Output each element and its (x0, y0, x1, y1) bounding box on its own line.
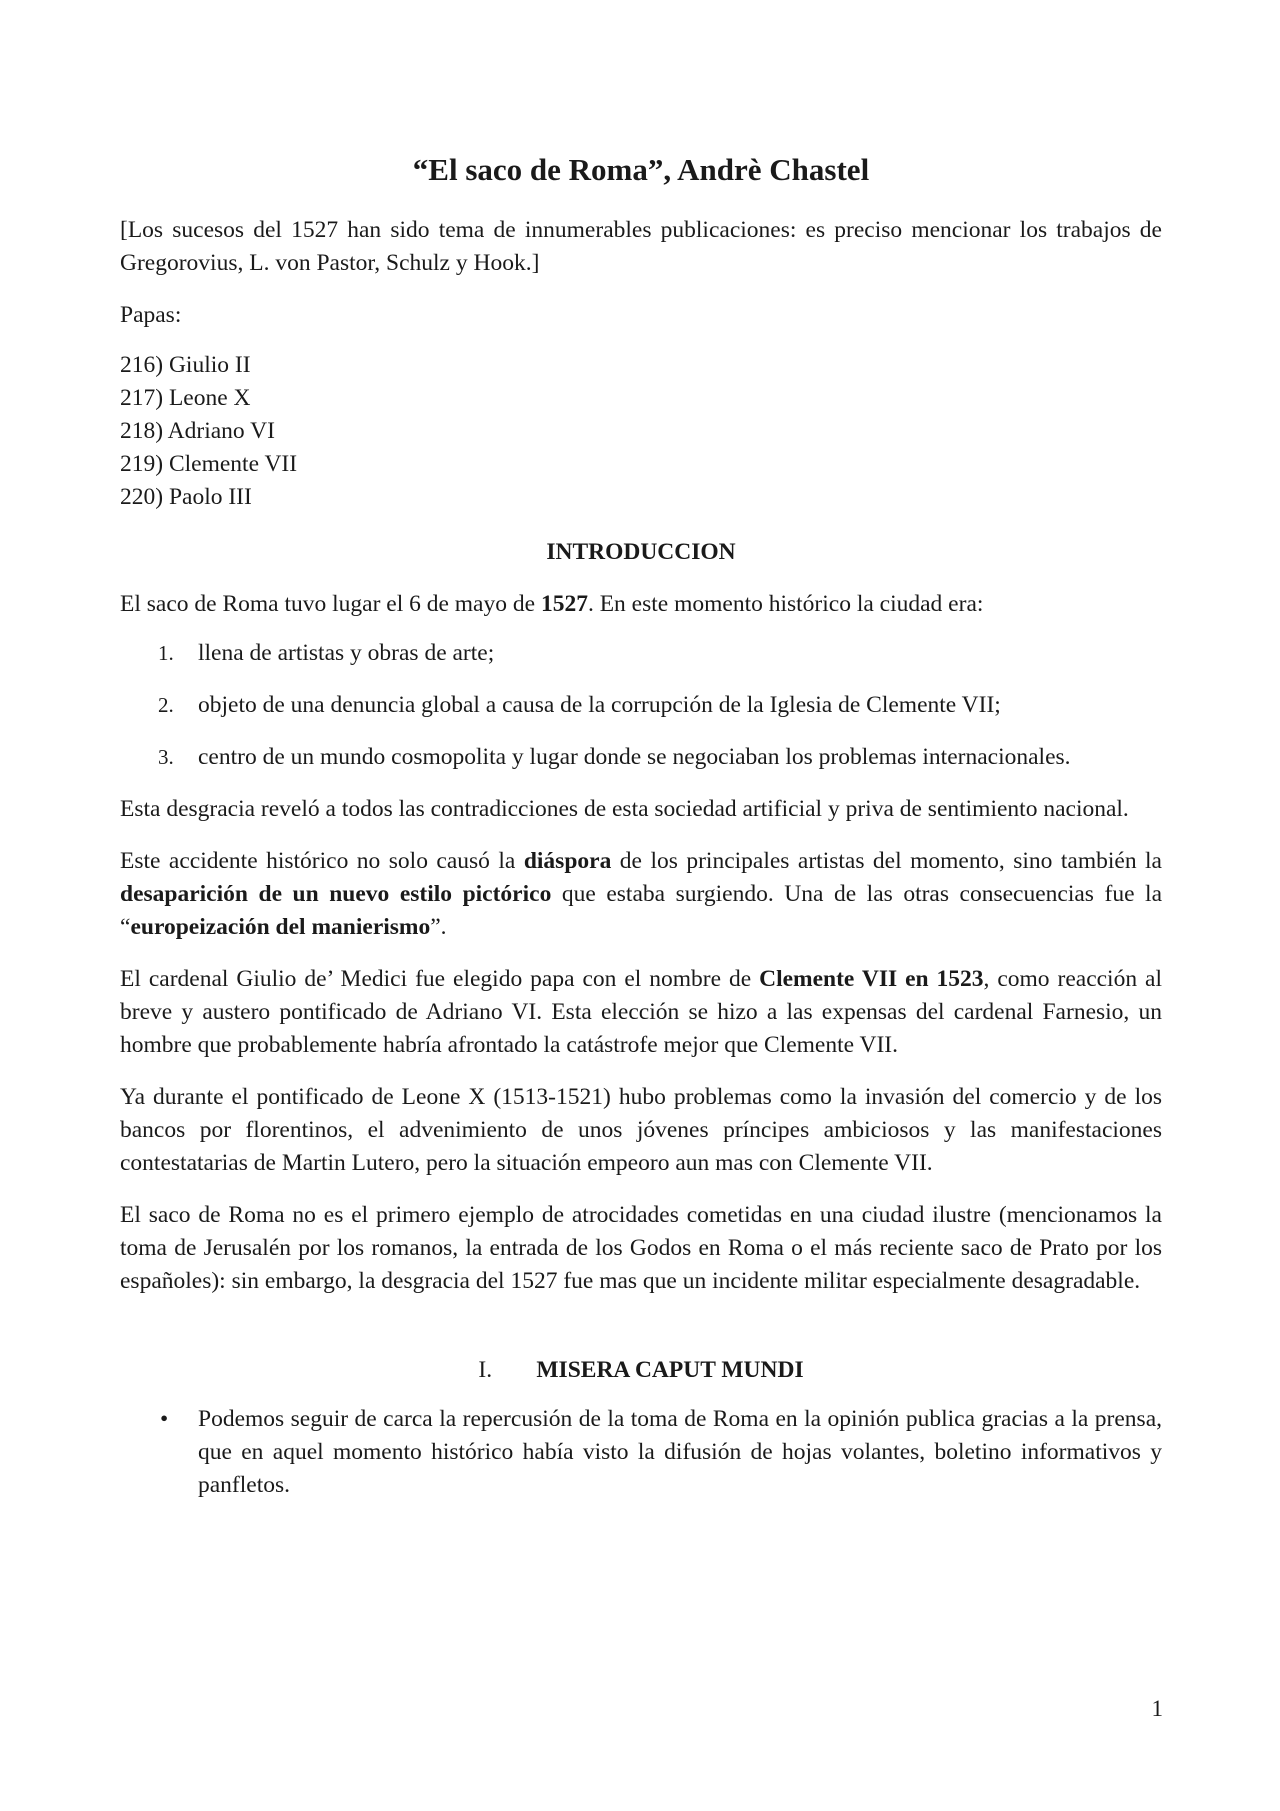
bold-term: diáspora (523, 848, 612, 874)
pope-item: 216) Giulio II (120, 352, 251, 378)
chapter-title: MISERA CAPUT MUNDI (536, 1357, 804, 1383)
list-item (120, 637, 1162, 670)
bold-term: desaparición de un nuevo estilo pictórico (120, 881, 552, 907)
document-body (120, 150, 1162, 1502)
text-run: ”. (430, 914, 447, 940)
intro-paragraph-5: Ya durante el pontificado de Leone X (1513-1521) hubo problemas como la invasión del comercio y de los bancos por florentinos, el advenimiento de unos jóvenes príncipes ambiciosos y las manifestaciones contestatarias de Martin Lutero, pero la situación empeoro aun mas con Clemente VII. (120, 1084, 1162, 1176)
bold-term: Clemente VII en 1523 (759, 966, 984, 992)
list-item (120, 741, 1162, 774)
list-item-text: objeto de una denuncia global a causa de la corrupción de la Iglesia de Clemente VII; (198, 692, 1001, 718)
text-run: El cardenal Giulio de’ Medici fue elegido papa con el nombre de (120, 966, 760, 992)
bold-year: 1527 (540, 591, 588, 617)
text-run: Este accidente histórico no solo causó la (120, 848, 524, 874)
text-run: . En este momento histórico la ciudad era: (587, 591, 984, 617)
pope-item: 217) Leone X (120, 385, 251, 411)
list-item-text: centro de un mundo cosmopolita y lugar donde se negociaban los problemas internacionales. (198, 744, 1071, 770)
pope-item: 220) Paolo III (120, 484, 252, 510)
list-item-text: llena de artistas y obras de arte; (198, 640, 495, 666)
list-number: 2. (158, 693, 174, 717)
list-item (120, 689, 1162, 722)
intro-paragraph-3 (120, 845, 1162, 944)
intro-note: [Los sucesos del 1527 han sido tema de innumerables publicaciones: es preciso mencionar los trabajos de Gregorovius, L. von Pastor, Schulz y Hook.] (120, 217, 1162, 276)
text-run: , como reacción al breve y austero pontificado de Adriano VI. Esta elección se hizo a las expensas del cardenal Farnesio, un hombre que probablemente habría afrontado la catástrofe mejor que Clemente VII. (120, 966, 1162, 1058)
bullet-text: Podemos seguir de carca la repercusión de la toma de Roma en la opinión publica gracias a la prensa, que en aquel momento histórico había visto la difusión de hojas volantes, boletino informativos y panfletos. (198, 1406, 1162, 1498)
bullet-item (120, 1403, 1162, 1502)
popes-list (120, 349, 1162, 514)
introduccion-heading: INTRODUCCION (546, 539, 736, 565)
popes-label: Papas: (120, 302, 182, 328)
bold-term: europeización del manierismo (130, 914, 431, 940)
intro-paragraph-6: El saco de Roma no es el primero ejemplo de atrocidades cometidas en una ciudad ilustre (mencionamos la toma de Jerusalén por los romanos, la entrada de los Godos en Roma o el más reciente saco de Prato por los españoles): sin embargo, la desgracia del 1527 fue mas que un incidente militar especialmente desagradable. (120, 1202, 1162, 1294)
document-title: “El saco de Roma”, Andrè Chastel (412, 152, 870, 187)
bullet-icon: • (160, 1406, 169, 1432)
intro-paragraph-2: Esta desgracia reveló a todos las contradicciones de esta sociedad artificial y priva de sentimiento nacional. (120, 796, 1129, 822)
pope-item: 219) Clemente VII (120, 451, 298, 477)
chapter-numeral: I. (478, 1357, 493, 1383)
intro-paragraph-1 (120, 588, 1162, 621)
pope-item: 218) Adriano VI (120, 418, 275, 444)
page-number: 1 (1151, 1696, 1163, 1721)
chapter-heading (120, 1354, 1162, 1387)
text-run: de los principales artistas del momento, sino también la (611, 848, 1162, 874)
text-run: El saco de Roma tuvo lugar el 6 de mayo de (120, 591, 541, 617)
text-run: que estaba surgiendo. Una de las otras consecuencias fue la “ (120, 881, 1162, 940)
intro-paragraph-4 (120, 963, 1162, 1062)
city-characteristics-list (120, 637, 1162, 774)
chapter-bullet-list (120, 1403, 1162, 1502)
list-number: 1. (158, 641, 174, 665)
list-number: 3. (158, 745, 174, 769)
